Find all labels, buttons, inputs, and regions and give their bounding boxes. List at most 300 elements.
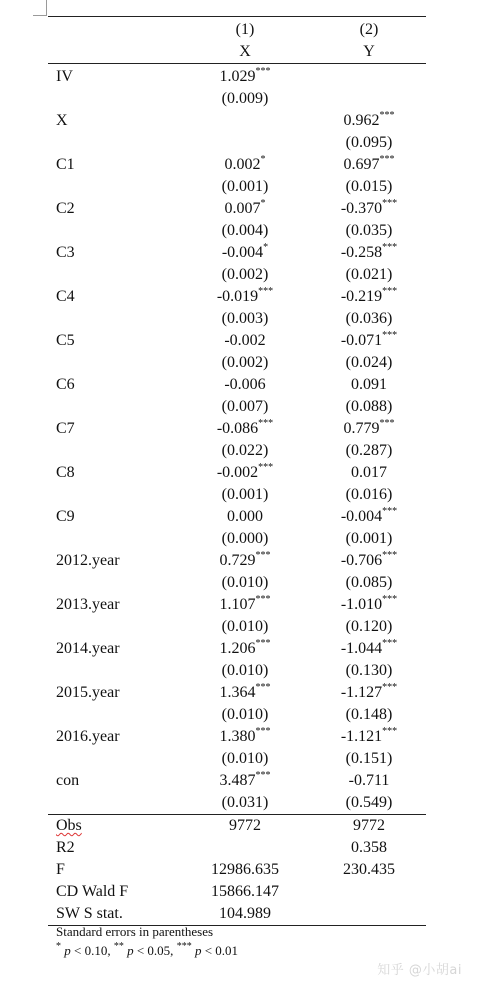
standard-error: (0.002) bbox=[221, 266, 269, 283]
stat-value: 104.989 bbox=[219, 905, 271, 922]
coef-cell-c1 bbox=[178, 638, 296, 660]
note-condition: < 0.05, bbox=[133, 943, 177, 958]
stat-cell-c1 bbox=[178, 815, 296, 838]
significance-stars: *** bbox=[255, 637, 271, 649]
standard-error: (0.009) bbox=[221, 90, 269, 107]
coef-number: 0.962 bbox=[343, 112, 380, 129]
coef-value bbox=[219, 549, 271, 569]
se-cell-se1 bbox=[178, 352, 296, 374]
stat-row bbox=[48, 859, 426, 881]
stat-cell-c2 bbox=[296, 815, 426, 838]
se-cell-se1 bbox=[178, 704, 296, 726]
coef-cell-c2 bbox=[296, 726, 426, 748]
significance-stars: *** bbox=[382, 241, 398, 253]
coef-value bbox=[224, 332, 265, 349]
coef-value bbox=[216, 285, 274, 305]
coef-cell-c1 bbox=[178, 374, 296, 396]
row-label: X bbox=[56, 112, 68, 129]
coef-cell-c2 bbox=[296, 110, 426, 132]
coef-value bbox=[216, 461, 274, 481]
standard-error: (0.024) bbox=[345, 354, 393, 371]
coef-value bbox=[224, 376, 265, 393]
stat-label bbox=[48, 881, 178, 903]
coef-value bbox=[221, 241, 269, 261]
coef-cell-c2 bbox=[296, 550, 426, 572]
standard-error: (0.010) bbox=[221, 574, 269, 591]
coef-number: -1.121 bbox=[340, 728, 383, 745]
coef-value bbox=[340, 725, 398, 745]
stat-value: 9772 bbox=[353, 817, 385, 834]
standard-error: (0.148) bbox=[345, 706, 393, 723]
se-cell-se2 bbox=[296, 484, 426, 506]
row-label-empty bbox=[48, 132, 178, 154]
se-row bbox=[48, 484, 426, 506]
stat-value: 9772 bbox=[229, 817, 261, 834]
row-label-empty bbox=[48, 88, 178, 110]
se-row bbox=[48, 396, 426, 418]
se-row bbox=[48, 88, 426, 110]
significance-stars: * bbox=[263, 241, 269, 253]
coef-number: 0.002 bbox=[224, 156, 261, 173]
standard-error: (0.015) bbox=[345, 178, 393, 195]
row-label-empty bbox=[48, 264, 178, 286]
coef-cell-c1 bbox=[178, 682, 296, 704]
coef-number: -0.019 bbox=[216, 288, 259, 305]
notes-standard-errors: Standard errors in parentheses bbox=[56, 924, 214, 939]
significance-stars: * bbox=[260, 197, 266, 209]
standard-error: (0.085) bbox=[345, 574, 393, 591]
standard-error: (0.004) bbox=[221, 222, 269, 239]
coef-value bbox=[340, 197, 398, 217]
header-col-2-number: (2) bbox=[296, 17, 426, 42]
coef-row bbox=[48, 726, 426, 748]
coef-row bbox=[48, 770, 426, 792]
note-condition: < 0.10, bbox=[70, 943, 114, 958]
se-row bbox=[48, 220, 426, 242]
coef-number: 1.206 bbox=[219, 640, 256, 657]
se-cell-se2 bbox=[296, 440, 426, 462]
coef-value bbox=[343, 417, 395, 437]
se-cell-se2 bbox=[296, 264, 426, 286]
significance-stars: *** bbox=[255, 593, 271, 605]
standard-error: (0.010) bbox=[221, 750, 269, 767]
stat-cell-c1 bbox=[178, 859, 296, 881]
coef-cell-c2 bbox=[296, 418, 426, 440]
coef-cell-c2 bbox=[296, 198, 426, 220]
significance-stars: *** bbox=[255, 681, 271, 693]
header-col-1-depvar: X bbox=[178, 41, 296, 64]
standard-error: (0.021) bbox=[345, 266, 393, 283]
coef-number: -0.002 bbox=[224, 332, 266, 349]
coef-number: 1.364 bbox=[219, 684, 256, 701]
coef-cell-c2 bbox=[296, 506, 426, 528]
row-label: 2013.year bbox=[56, 596, 120, 613]
coef-cell-c1 bbox=[178, 506, 296, 528]
row-label-empty bbox=[48, 352, 178, 374]
stat-cell-c2 bbox=[296, 881, 426, 903]
significance-stars: *** bbox=[382, 549, 398, 561]
note-condition: < 0.01 bbox=[201, 943, 239, 958]
se-row bbox=[48, 264, 426, 286]
note-p: p bbox=[64, 943, 71, 958]
coef-row bbox=[48, 110, 426, 132]
standard-error: (0.287) bbox=[345, 442, 393, 459]
significance-stars: *** bbox=[382, 329, 398, 341]
significance-stars: *** bbox=[382, 505, 398, 517]
stat-cell-c2 bbox=[296, 837, 426, 859]
coef-number: 0.729 bbox=[219, 552, 256, 569]
se-cell-se1 bbox=[178, 528, 296, 550]
se-cell-se2 bbox=[296, 572, 426, 594]
significance-stars: * bbox=[260, 153, 266, 165]
standard-error: (0.010) bbox=[221, 706, 269, 723]
coef-value bbox=[343, 109, 395, 129]
coef-cell-c1 bbox=[178, 550, 296, 572]
se-cell-se2 bbox=[296, 748, 426, 770]
coef-value bbox=[219, 681, 271, 701]
row-label-empty bbox=[48, 176, 178, 198]
coef-number: -0.006 bbox=[224, 376, 266, 393]
se-cell-se1 bbox=[178, 660, 296, 682]
coef-value bbox=[340, 505, 398, 525]
stat-label-text: CD Wald F bbox=[56, 883, 129, 900]
coef-value bbox=[343, 153, 395, 173]
standard-error: (0.549) bbox=[345, 794, 393, 811]
stat-row bbox=[48, 815, 426, 838]
coef-cell-c1 bbox=[178, 726, 296, 748]
se-cell-se2 bbox=[296, 616, 426, 638]
coef-number: -0.071 bbox=[340, 332, 383, 349]
se-row bbox=[48, 748, 426, 770]
coef-value bbox=[351, 464, 387, 481]
row-label: 2016.year bbox=[56, 728, 120, 745]
significance-stars: *** bbox=[382, 197, 398, 209]
standard-error: (0.002) bbox=[221, 354, 269, 371]
coef-row bbox=[48, 418, 426, 440]
coef-value bbox=[340, 637, 398, 657]
significance-stars: *** bbox=[255, 725, 271, 737]
coef-cell-c2 bbox=[296, 242, 426, 264]
coef-number: -0.219 bbox=[340, 288, 383, 305]
stat-label-text: R2 bbox=[56, 839, 75, 856]
coef-row bbox=[48, 594, 426, 616]
coef-row bbox=[48, 242, 426, 264]
header-empty bbox=[48, 41, 178, 64]
header-row-numbers bbox=[48, 17, 426, 42]
significance-stars: *** bbox=[258, 461, 274, 473]
row-label: C2 bbox=[56, 200, 75, 217]
row-label: 2015.year bbox=[56, 684, 120, 701]
standard-error: (0.031) bbox=[221, 794, 269, 811]
coef-number: -0.086 bbox=[216, 420, 259, 437]
row-label-empty bbox=[48, 660, 178, 682]
se-row bbox=[48, 792, 426, 815]
coef-number: -1.010 bbox=[340, 596, 383, 613]
standard-error: (0.022) bbox=[221, 442, 269, 459]
coef-number: -0.004 bbox=[340, 508, 383, 525]
coef-cell-c1 bbox=[178, 594, 296, 616]
stat-label-text: Obs bbox=[56, 817, 82, 834]
coef-cell-c2 bbox=[296, 462, 426, 484]
stat-label bbox=[48, 837, 178, 859]
coef-number: 0.000 bbox=[227, 508, 263, 525]
se-cell-se2 bbox=[296, 352, 426, 374]
se-row bbox=[48, 704, 426, 726]
coef-number: 0.091 bbox=[351, 376, 387, 393]
coef-number: -0.258 bbox=[340, 244, 383, 261]
stat-cell-c2 bbox=[296, 903, 426, 926]
coefficient-rows bbox=[48, 64, 426, 815]
coef-value bbox=[227, 508, 263, 525]
stat-cell-c1 bbox=[178, 881, 296, 903]
se-row bbox=[48, 308, 426, 330]
coef-cell-c1 bbox=[178, 286, 296, 308]
coef-number: 0.007 bbox=[224, 200, 261, 217]
row-label: C7 bbox=[56, 420, 75, 437]
se-cell-se1 bbox=[178, 616, 296, 638]
coef-number: -0.711 bbox=[348, 772, 390, 789]
row-label: 2014.year bbox=[56, 640, 120, 657]
se-row bbox=[48, 176, 426, 198]
coef-cell-c2 bbox=[296, 286, 426, 308]
row-label: 2012.year bbox=[56, 552, 120, 569]
row-label: C4 bbox=[56, 288, 75, 305]
coef-row bbox=[48, 286, 426, 308]
standard-error: (0.001) bbox=[221, 486, 269, 503]
significance-stars: *** bbox=[382, 593, 398, 605]
coef-value bbox=[340, 681, 398, 701]
coef-value bbox=[219, 769, 271, 789]
coef-cell-c2 bbox=[296, 638, 426, 660]
standard-error: (0.001) bbox=[221, 178, 269, 195]
coef-cell-c2 bbox=[296, 64, 426, 89]
row-label: C5 bbox=[56, 332, 75, 349]
coef-number: -1.044 bbox=[340, 640, 383, 657]
row-label-empty bbox=[48, 748, 178, 770]
coef-value bbox=[340, 241, 398, 261]
note-stars: * bbox=[56, 940, 61, 952]
note-p: p bbox=[127, 943, 134, 958]
stat-cell-c1 bbox=[178, 837, 296, 859]
coef-number: -0.706 bbox=[340, 552, 383, 569]
significance-stars: *** bbox=[379, 417, 395, 429]
page-corner-mark bbox=[33, 0, 47, 16]
coef-number: -0.002 bbox=[216, 464, 259, 481]
row-label-empty bbox=[48, 704, 178, 726]
stat-value: 230.435 bbox=[343, 861, 395, 878]
se-row bbox=[48, 352, 426, 374]
row-label-empty bbox=[48, 396, 178, 418]
coef-value bbox=[340, 593, 398, 613]
coef-row bbox=[48, 154, 426, 176]
standard-error: (0.095) bbox=[345, 134, 393, 151]
stat-label-text: F bbox=[56, 861, 65, 878]
standard-error: (0.151) bbox=[345, 750, 393, 767]
coef-value bbox=[219, 65, 271, 85]
se-cell-se1 bbox=[178, 440, 296, 462]
watermark: 知乎 @小胡ai bbox=[377, 963, 462, 978]
se-cell-se2 bbox=[296, 660, 426, 682]
standard-error: (0.007) bbox=[221, 398, 269, 415]
coef-cell-c2 bbox=[296, 374, 426, 396]
se-cell-se1 bbox=[178, 308, 296, 330]
coef-cell-c1 bbox=[178, 330, 296, 352]
se-cell-se1 bbox=[178, 132, 296, 154]
standard-error: (0.001) bbox=[345, 530, 393, 547]
se-cell-se2 bbox=[296, 220, 426, 242]
se-cell-se1 bbox=[178, 220, 296, 242]
significance-stars: *** bbox=[382, 681, 398, 693]
se-cell-se1 bbox=[178, 176, 296, 198]
row-label: C1 bbox=[56, 156, 75, 173]
row-label-empty bbox=[48, 308, 178, 330]
coef-cell-c2 bbox=[296, 154, 426, 176]
coef-cell-c1 bbox=[178, 110, 296, 132]
row-label: con bbox=[56, 772, 80, 789]
coef-row bbox=[48, 638, 426, 660]
stat-row bbox=[48, 837, 426, 859]
notes-significance bbox=[56, 941, 238, 960]
se-row bbox=[48, 440, 426, 462]
coef-cell-c2 bbox=[296, 594, 426, 616]
coef-cell-c1 bbox=[178, 418, 296, 440]
coef-value bbox=[351, 376, 387, 393]
se-row bbox=[48, 572, 426, 594]
se-cell-se2 bbox=[296, 176, 426, 198]
se-cell-se1 bbox=[178, 792, 296, 815]
row-label-empty bbox=[48, 572, 178, 594]
se-cell-se1 bbox=[178, 572, 296, 594]
significance-stars: *** bbox=[255, 549, 271, 561]
coef-value bbox=[340, 549, 398, 569]
coef-cell-c2 bbox=[296, 770, 426, 792]
stat-label-text: SW S stat. bbox=[56, 905, 123, 922]
se-cell-se2 bbox=[296, 308, 426, 330]
coef-row bbox=[48, 682, 426, 704]
row-label-empty bbox=[48, 220, 178, 242]
coef-row bbox=[48, 462, 426, 484]
coef-number: 3.487 bbox=[219, 772, 256, 789]
coef-number: -0.004 bbox=[221, 244, 264, 261]
stat-row bbox=[48, 881, 426, 903]
se-cell-se2 bbox=[296, 704, 426, 726]
table-notes bbox=[56, 922, 238, 960]
significance-stars: *** bbox=[255, 769, 271, 781]
coef-cell-c2 bbox=[296, 330, 426, 352]
row-label: C6 bbox=[56, 376, 75, 393]
standard-error: (0.003) bbox=[221, 310, 269, 327]
row-label: IV bbox=[56, 68, 73, 85]
coef-cell-c1 bbox=[178, 198, 296, 220]
row-label-empty bbox=[48, 528, 178, 550]
significance-stars: *** bbox=[258, 417, 274, 429]
se-cell-se2 bbox=[296, 132, 426, 154]
se-row bbox=[48, 660, 426, 682]
se-cell-se2 bbox=[296, 88, 426, 110]
note-p: p bbox=[194, 943, 202, 958]
se-cell-se2 bbox=[296, 792, 426, 815]
stat-value: 15866.147 bbox=[211, 883, 279, 900]
coef-cell-c2 bbox=[296, 682, 426, 704]
coef-cell-c1 bbox=[178, 770, 296, 792]
coef-number: 0.779 bbox=[343, 420, 380, 437]
coef-value bbox=[219, 637, 271, 657]
stat-value: 0.358 bbox=[351, 839, 387, 856]
note-stars: ** bbox=[113, 940, 124, 952]
coef-row bbox=[48, 198, 426, 220]
standard-error: (0.010) bbox=[221, 662, 269, 679]
standard-error: (0.035) bbox=[345, 222, 393, 239]
coef-row bbox=[48, 506, 426, 528]
coef-number: 1.029 bbox=[219, 68, 256, 85]
se-cell-se1 bbox=[178, 484, 296, 506]
header-col-1-number: (1) bbox=[178, 17, 296, 42]
header-empty bbox=[48, 17, 178, 42]
coef-cell-c1 bbox=[178, 462, 296, 484]
coef-number: 0.017 bbox=[351, 464, 387, 481]
coef-number: 0.697 bbox=[343, 156, 380, 173]
standard-error: (0.016) bbox=[345, 486, 393, 503]
se-cell-se1 bbox=[178, 264, 296, 286]
note-stars: *** bbox=[176, 940, 192, 952]
coef-value bbox=[349, 772, 390, 789]
coef-value bbox=[219, 593, 271, 613]
row-label: C3 bbox=[56, 244, 75, 261]
significance-stars: *** bbox=[379, 109, 395, 121]
coef-value bbox=[216, 417, 274, 437]
coef-number: 1.107 bbox=[219, 596, 256, 613]
standard-error: (0.120) bbox=[345, 618, 393, 635]
coef-row bbox=[48, 374, 426, 396]
significance-stars: *** bbox=[382, 285, 398, 297]
significance-stars: *** bbox=[258, 285, 274, 297]
significance-stars: *** bbox=[382, 637, 398, 649]
header-col-2-depvar: Y bbox=[296, 41, 426, 64]
stat-value: 12986.635 bbox=[211, 861, 279, 878]
se-row bbox=[48, 616, 426, 638]
se-cell-se2 bbox=[296, 396, 426, 418]
standard-error: (0.036) bbox=[345, 310, 393, 327]
stat-cell-c2 bbox=[296, 859, 426, 881]
row-label-empty bbox=[48, 792, 178, 815]
se-cell-se2 bbox=[296, 528, 426, 550]
row-label-empty bbox=[48, 440, 178, 462]
significance-stars: *** bbox=[379, 153, 395, 165]
significance-stars: *** bbox=[382, 725, 398, 737]
coef-value bbox=[224, 197, 266, 217]
coef-number: 1.380 bbox=[219, 728, 256, 745]
row-label: C9 bbox=[56, 508, 75, 525]
standard-error: (0.000) bbox=[221, 530, 269, 547]
significance-stars: *** bbox=[255, 65, 271, 77]
row-label-empty bbox=[48, 484, 178, 506]
coef-value bbox=[224, 153, 266, 173]
coef-value bbox=[340, 329, 398, 349]
header-row-depvars bbox=[48, 41, 426, 64]
coef-row bbox=[48, 330, 426, 352]
stat-label bbox=[48, 815, 178, 838]
se-cell-se1 bbox=[178, 396, 296, 418]
standard-error: (0.088) bbox=[345, 398, 393, 415]
standard-error: (0.010) bbox=[221, 618, 269, 635]
se-row bbox=[48, 528, 426, 550]
coef-value bbox=[340, 285, 398, 305]
stat-label bbox=[48, 859, 178, 881]
regression-table bbox=[48, 16, 426, 926]
coef-value bbox=[219, 725, 271, 745]
row-label: C8 bbox=[56, 464, 75, 481]
coef-cell-c1 bbox=[178, 64, 296, 89]
